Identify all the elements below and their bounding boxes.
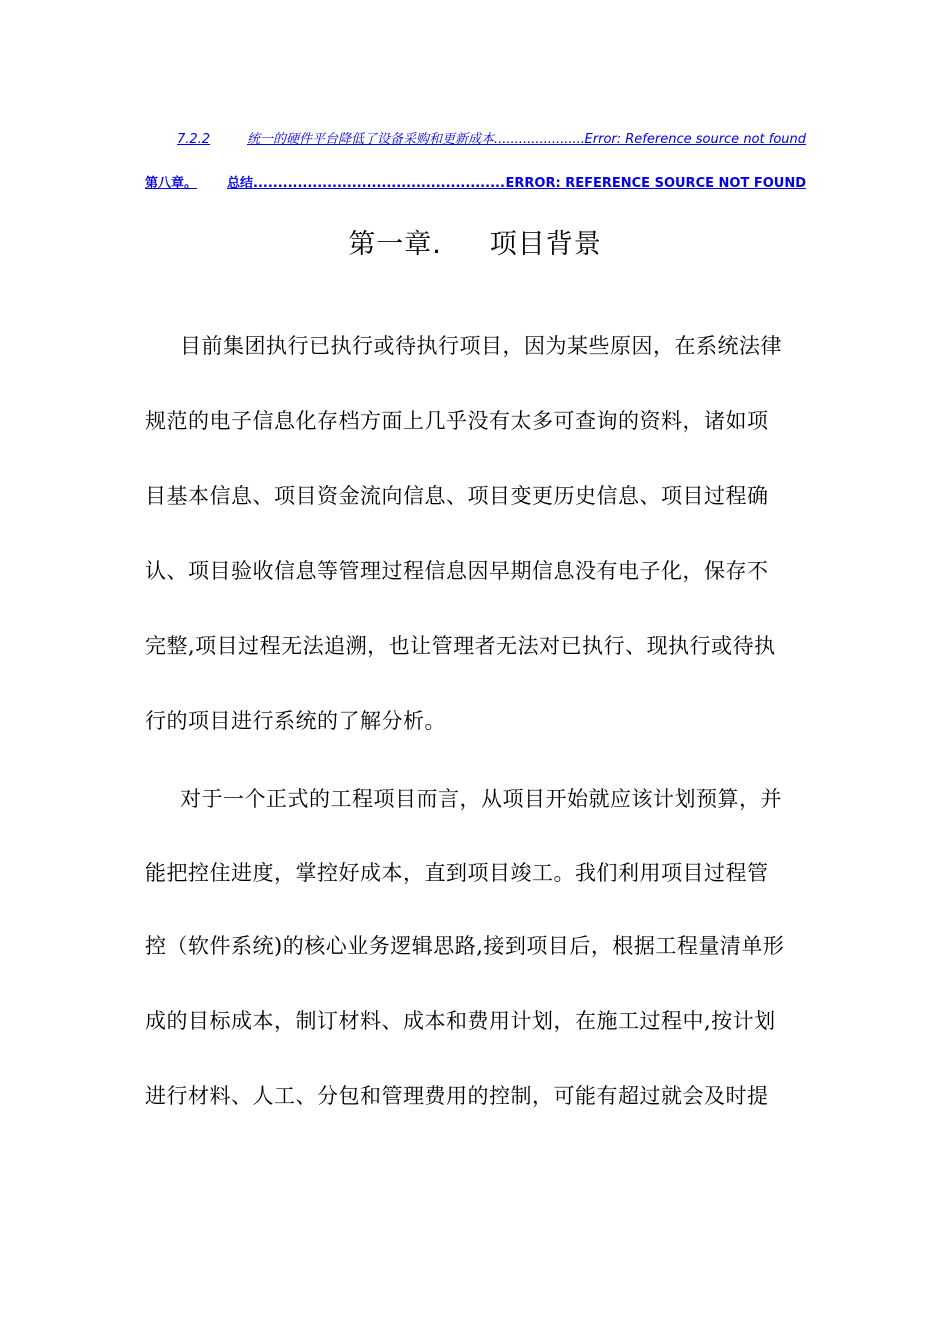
paragraph-line: 进行材料、人工、分包和管理费用的控制，可能有超过就会及时提 <box>145 1084 769 1108</box>
toc-entry-7-2-2[interactable] <box>145 128 806 147</box>
chapter-number: 第一章. <box>348 229 442 260</box>
paragraph-line: 对于一个正式的工程项目而言，从项目开始就应该计划预算，并 <box>180 787 782 811</box>
paragraph-line: 规范的电子信息化存档方面上几乎没有太多可查询的资料，诸如项 <box>145 409 769 433</box>
paragraph-line: 目前集团执行已执行或待执行项目，因为某些原因，在系统法律 <box>180 334 782 358</box>
toc-leader-dots <box>494 132 585 147</box>
toc-entry-page-ref: ERROR: REFERENCE SOURCE NOT FOUND <box>505 176 806 191</box>
toc-entry-title: 统一的硬件平台降低了设备采购和更新成本 <box>247 132 495 147</box>
paragraph-line: 完整,项目过程无法追溯，也让管理者无法对已执行、现执行或待执 <box>145 634 776 658</box>
toc-entry-title: 总结 <box>227 176 254 191</box>
paragraph-line: 控（软件系统)的核心业务逻辑思路,接到项目后，根据工程量清单形 <box>145 934 785 958</box>
toc-entry-chapter-8[interactable] <box>145 172 806 191</box>
paragraph-line: 目基本信息、项目资金流向信息、项目变更历史信息、项目过程确 <box>145 484 769 508</box>
paragraph-line: 成的目标成本，制订材料、成本和费用计划，在施工过程中,按计划 <box>145 1009 776 1033</box>
paragraph-line: 认、项目验收信息等管理过程信息因早期信息没有电子化，保存不 <box>145 559 769 583</box>
paragraph-line: 行的项目进行系统的了解分析。 <box>145 709 446 733</box>
toc-leader-dots <box>253 176 506 191</box>
chapter-heading <box>0 222 950 261</box>
toc-entry-number: 7.2.2 <box>177 132 211 147</box>
toc-entry-number: 第八章。 <box>145 176 198 191</box>
chapter-title: 项目背景 <box>489 229 602 260</box>
paragraph-line: 能把控住进度，掌控好成本，直到项目竣工。我们利用项目过程管 <box>145 861 769 885</box>
toc-entry-page-ref: Error: Reference source not found <box>584 132 806 147</box>
